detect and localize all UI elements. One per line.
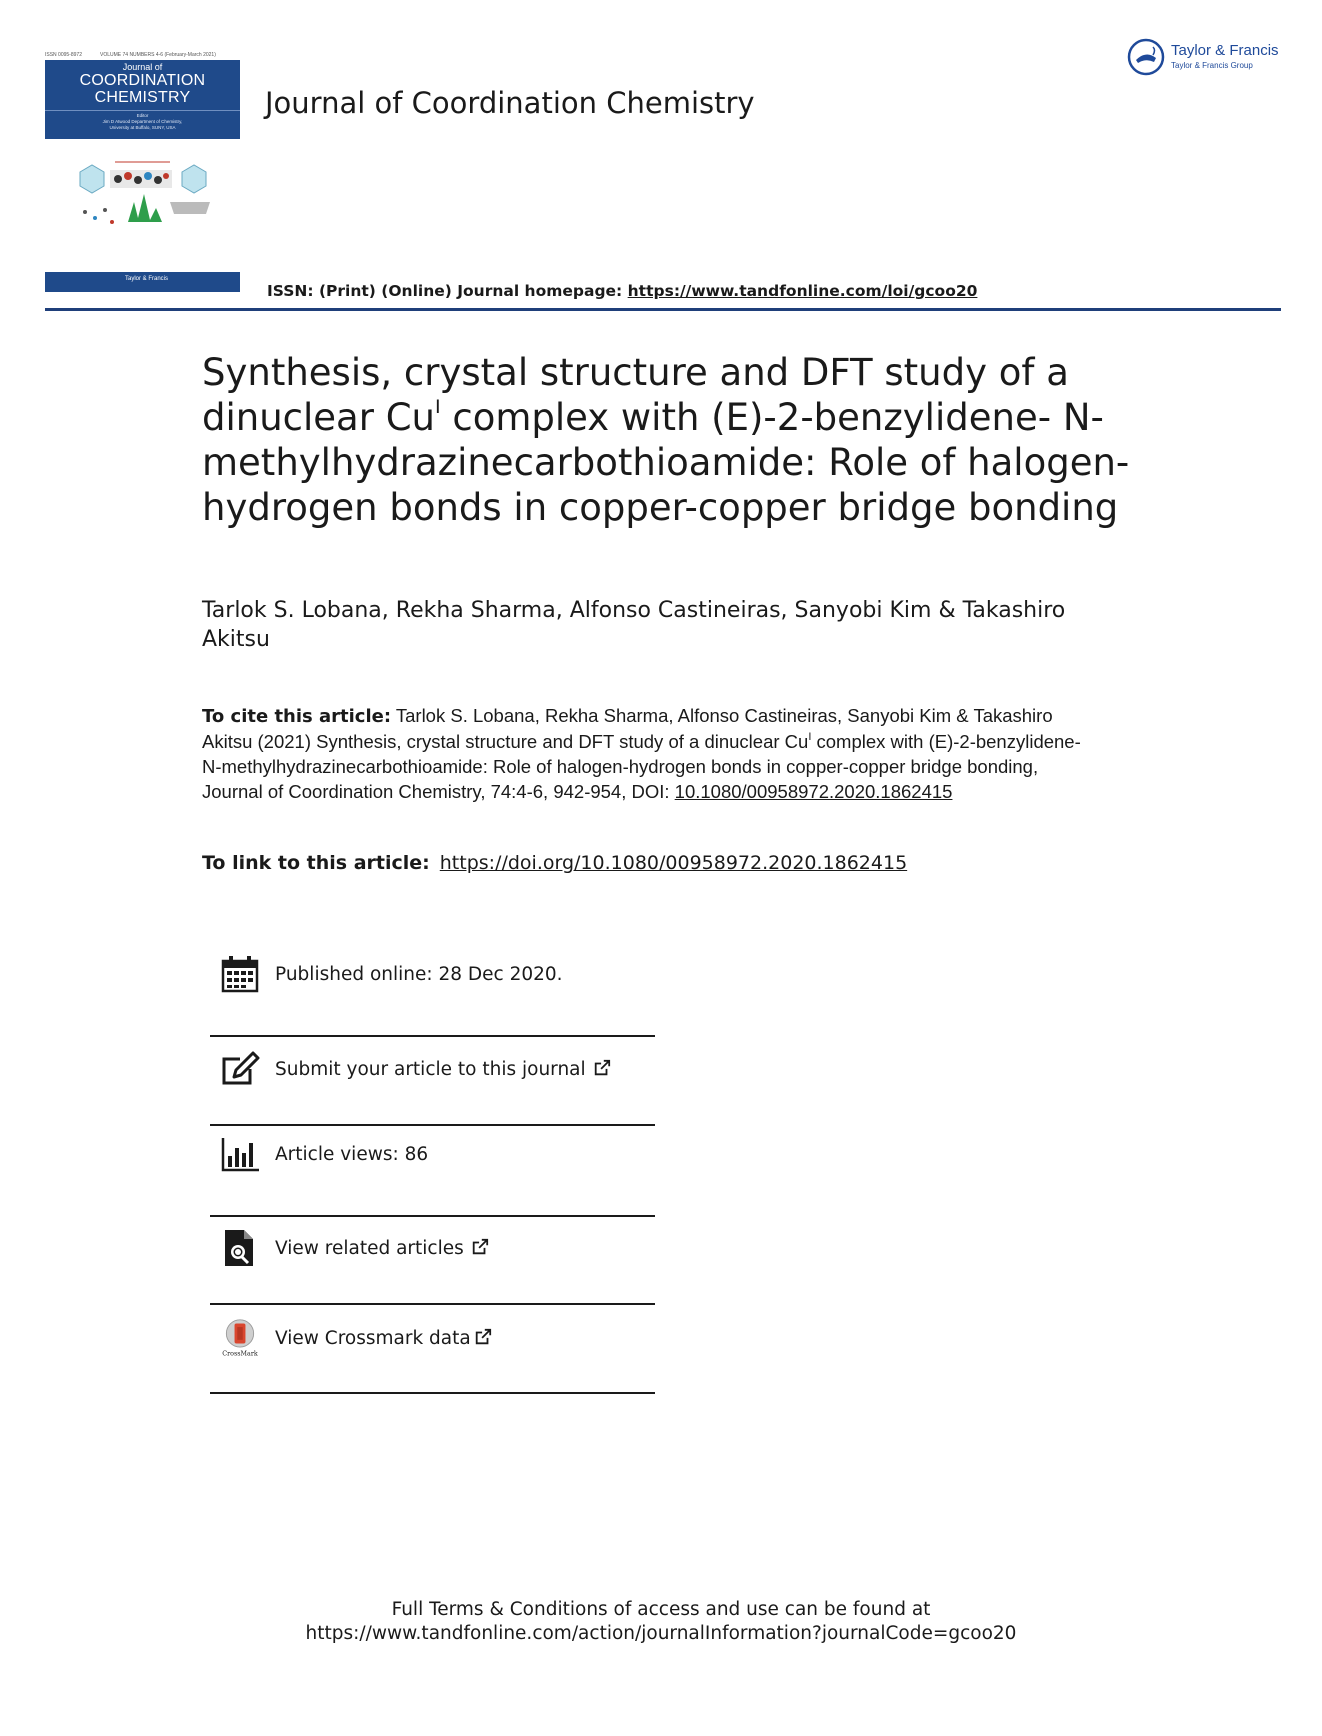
edit-icon xyxy=(220,1049,260,1089)
external-link-icon xyxy=(592,1059,612,1077)
cover-name-line1: COORDINATION xyxy=(79,72,206,89)
cover-meta xyxy=(45,52,240,58)
article-title-part1: Synthesis, crystal structure and DFT study of a dinuclear Cu xyxy=(202,351,1069,439)
publisher-group: Taylor & Francis Group xyxy=(1171,61,1253,70)
cover-footer-text: Taylor & Francis xyxy=(125,276,169,282)
taylor-francis-lamp-icon xyxy=(1127,38,1165,76)
citation-doi-link[interactable]: 10.1080/00958972.2020.1862415 xyxy=(674,781,953,802)
crossmark-logo-text: CrossMark xyxy=(222,1350,258,1358)
article-views-label: Article views: 86 xyxy=(275,1144,429,1165)
metrics-divider xyxy=(210,1215,655,1217)
related-articles-item[interactable] xyxy=(210,1224,655,1274)
cover-issn: ISSN 0095-8972 xyxy=(45,52,82,58)
article-link-line xyxy=(202,852,907,874)
article-link-label: To link to this article: xyxy=(202,852,430,874)
crossmark-label xyxy=(275,1328,493,1349)
article-title-part2: complex with (E)-2-benzylidene- N-methylhydrazinecarbothioamide: Role of halogen-hydrogen bonds in copper-copper bridge bonding xyxy=(202,396,1130,529)
metrics-divider xyxy=(210,1124,655,1126)
article-authors: Tarlok S. Lobana, Rekha Sharma, Alfonso Castineiras, Sanyobi Kim & Takashiro Akitsu xyxy=(202,598,1066,652)
metrics-divider xyxy=(210,1035,655,1037)
citation-block xyxy=(202,703,1102,804)
journal-cover-thumbnail xyxy=(45,52,240,294)
external-link-icon xyxy=(473,1328,493,1346)
crossmark-text: View Crossmark data xyxy=(275,1328,471,1349)
cover-editor-line2: Jim D Atwood Department of Chemistry, xyxy=(102,119,183,124)
bar-chart-icon xyxy=(220,1134,260,1174)
article-title xyxy=(202,350,1162,530)
article-doi-url[interactable]: https://doi.org/10.1080/00958972.2020.1862415 xyxy=(439,852,908,874)
submit-article-text: Submit your article to this journal xyxy=(275,1059,586,1080)
cover-name-line2: CHEMISTRY xyxy=(94,89,191,106)
document-search-icon xyxy=(220,1228,260,1268)
cover-editor-line1: Editor xyxy=(136,113,149,118)
journal-homepage-link[interactable]: https://www.tandfonline.com/loi/gcoo20 xyxy=(627,282,978,300)
cover-journal-of: Journal of xyxy=(122,62,163,72)
related-articles-text: View related articles xyxy=(275,1238,464,1259)
journal-title: Journal of Coordination Chemistry xyxy=(265,86,755,120)
related-articles-label xyxy=(275,1238,490,1259)
terms-footer xyxy=(0,1598,1322,1646)
article-views-item xyxy=(210,1130,655,1180)
cover-volume: VOLUME 74 NUMBERS 4-6 (February-March 2021) xyxy=(99,52,216,58)
issn-prefix: ISSN: (Print) (Online) Journal homepage: xyxy=(267,282,628,300)
published-online-item xyxy=(210,950,655,1000)
published-online-label: Published online: 28 Dec 2020. xyxy=(275,964,563,985)
taylor-francis-logo xyxy=(1127,38,1287,80)
citation-text-part2: complex with (E)-2-benzylidene- N-methylhydrazinecarbothioamide: Role of halogen-hydrogen bonds in copper-copper bridge bonding, Journal of Coordination Chemistry, 74:4-6, 942-954, DOI: xyxy=(202,731,1081,802)
cover-molecule-illustration xyxy=(70,152,220,232)
citation-text-part1: Tarlok S. Lobana, Rekha Sharma, Alfonso Castineiras, Sanyobi Kim & Takashiro Akitsu (2021) Synthesis, crystal structure and DFT study of a dinuclear Cu xyxy=(202,705,1053,752)
citation-superscript: I xyxy=(808,731,812,743)
publisher-name: Taylor & Francis xyxy=(1171,42,1279,59)
external-link-icon xyxy=(470,1238,490,1256)
article-title-superscript: I xyxy=(434,396,441,418)
issn-homepage-line xyxy=(267,282,977,300)
cover-editor-text xyxy=(45,113,240,131)
terms-footer-url[interactable]: https://www.tandfonline.com/action/journalInformation?journalCode=gcoo20 xyxy=(305,1623,1017,1644)
terms-footer-line1: Full Terms & Conditions of access and use can be found at xyxy=(391,1599,931,1620)
cover-editor-line3: University at Buffalo, SUNY, USA xyxy=(109,125,176,130)
submit-article-label xyxy=(275,1059,612,1080)
metrics-divider xyxy=(210,1392,655,1394)
crossmark-icon xyxy=(220,1318,260,1358)
citation-label: To cite this article: xyxy=(202,706,392,727)
header-divider xyxy=(45,308,1281,311)
cover-footer-band xyxy=(45,272,240,292)
submit-article-item[interactable] xyxy=(210,1045,655,1095)
calendar-icon xyxy=(220,954,260,994)
metrics-divider xyxy=(210,1303,655,1305)
crossmark-item[interactable] xyxy=(210,1314,655,1364)
